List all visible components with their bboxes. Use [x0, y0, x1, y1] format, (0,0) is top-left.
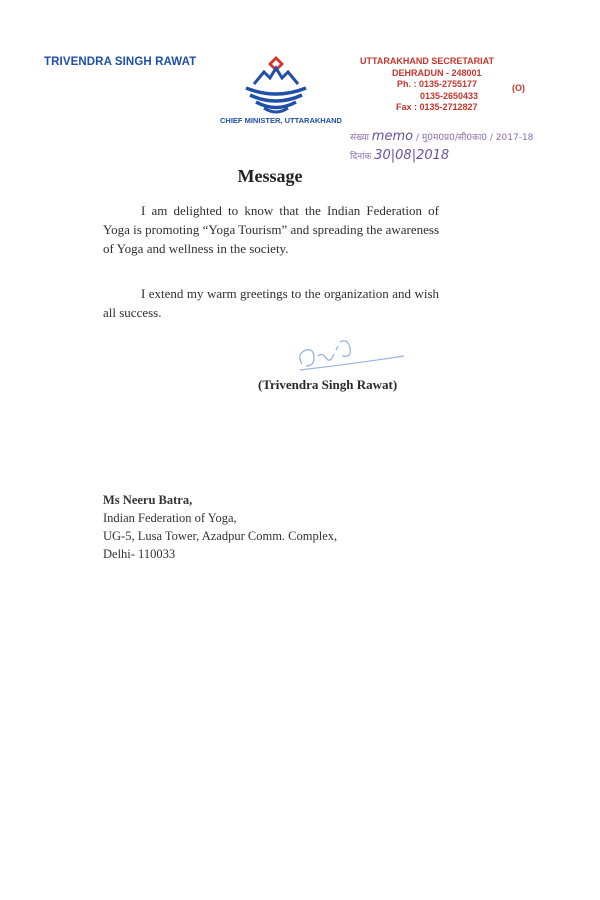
contact-block [360, 56, 525, 114]
phone-number: Ph. : 0135-2755177 [397, 79, 478, 89]
reference-stamp [350, 128, 533, 166]
sender-name: TRIVENDRA SINGH RAWAT [44, 56, 197, 68]
message-title: Message [237, 166, 303, 186]
city-line: DEHRADUN - 248001 [392, 67, 482, 78]
date-handwritten: 30|08|2018 [374, 148, 450, 163]
secretariat-line: UTTARAKHAND SECRETARIAT [360, 56, 494, 66]
reference-handwritten: memo [371, 129, 414, 144]
reference-text: / मु0म0प्र0/सी0का0 / 2017-18 [415, 133, 534, 143]
reference-line [350, 128, 533, 147]
office-caption: CHIEF MINISTER, UTTARAKHAND [220, 116, 342, 125]
recipient-address [103, 491, 337, 563]
date-label: दिनांक [350, 152, 372, 162]
recipient-address-line-2: Delhi- 110033 [103, 547, 176, 561]
phone-line [360, 79, 525, 93]
signature-image [292, 334, 412, 378]
phone-line-2: 0135-2650433 [420, 90, 479, 101]
uttarakhand-emblem-icon [240, 54, 312, 118]
phone-suffix: (O) [512, 83, 525, 93]
signatory-name: (Trivendra Singh Rawat) [258, 377, 398, 392]
message-paragraph-1: I am delighted to know that the Indian Federation of Yoga is promoting “Yoga Tourism” and spreading the awareness of Yoga and wellness in the society. [103, 203, 439, 256]
fax-line: Fax : 0135-2712827 [396, 102, 478, 112]
date-line [350, 147, 533, 166]
recipient-name: Ms Neeru Batra, [103, 493, 193, 507]
recipient-address-line-1: UG-5, Lusa Tower, Azadpur Comm. Complex, [103, 529, 338, 543]
message-paragraph-2: I extend my warm greetings to the organization and wish all success. [103, 286, 439, 320]
reference-label: संख्या [350, 133, 369, 143]
recipient-org: Indian Federation of Yoga, [103, 511, 237, 525]
